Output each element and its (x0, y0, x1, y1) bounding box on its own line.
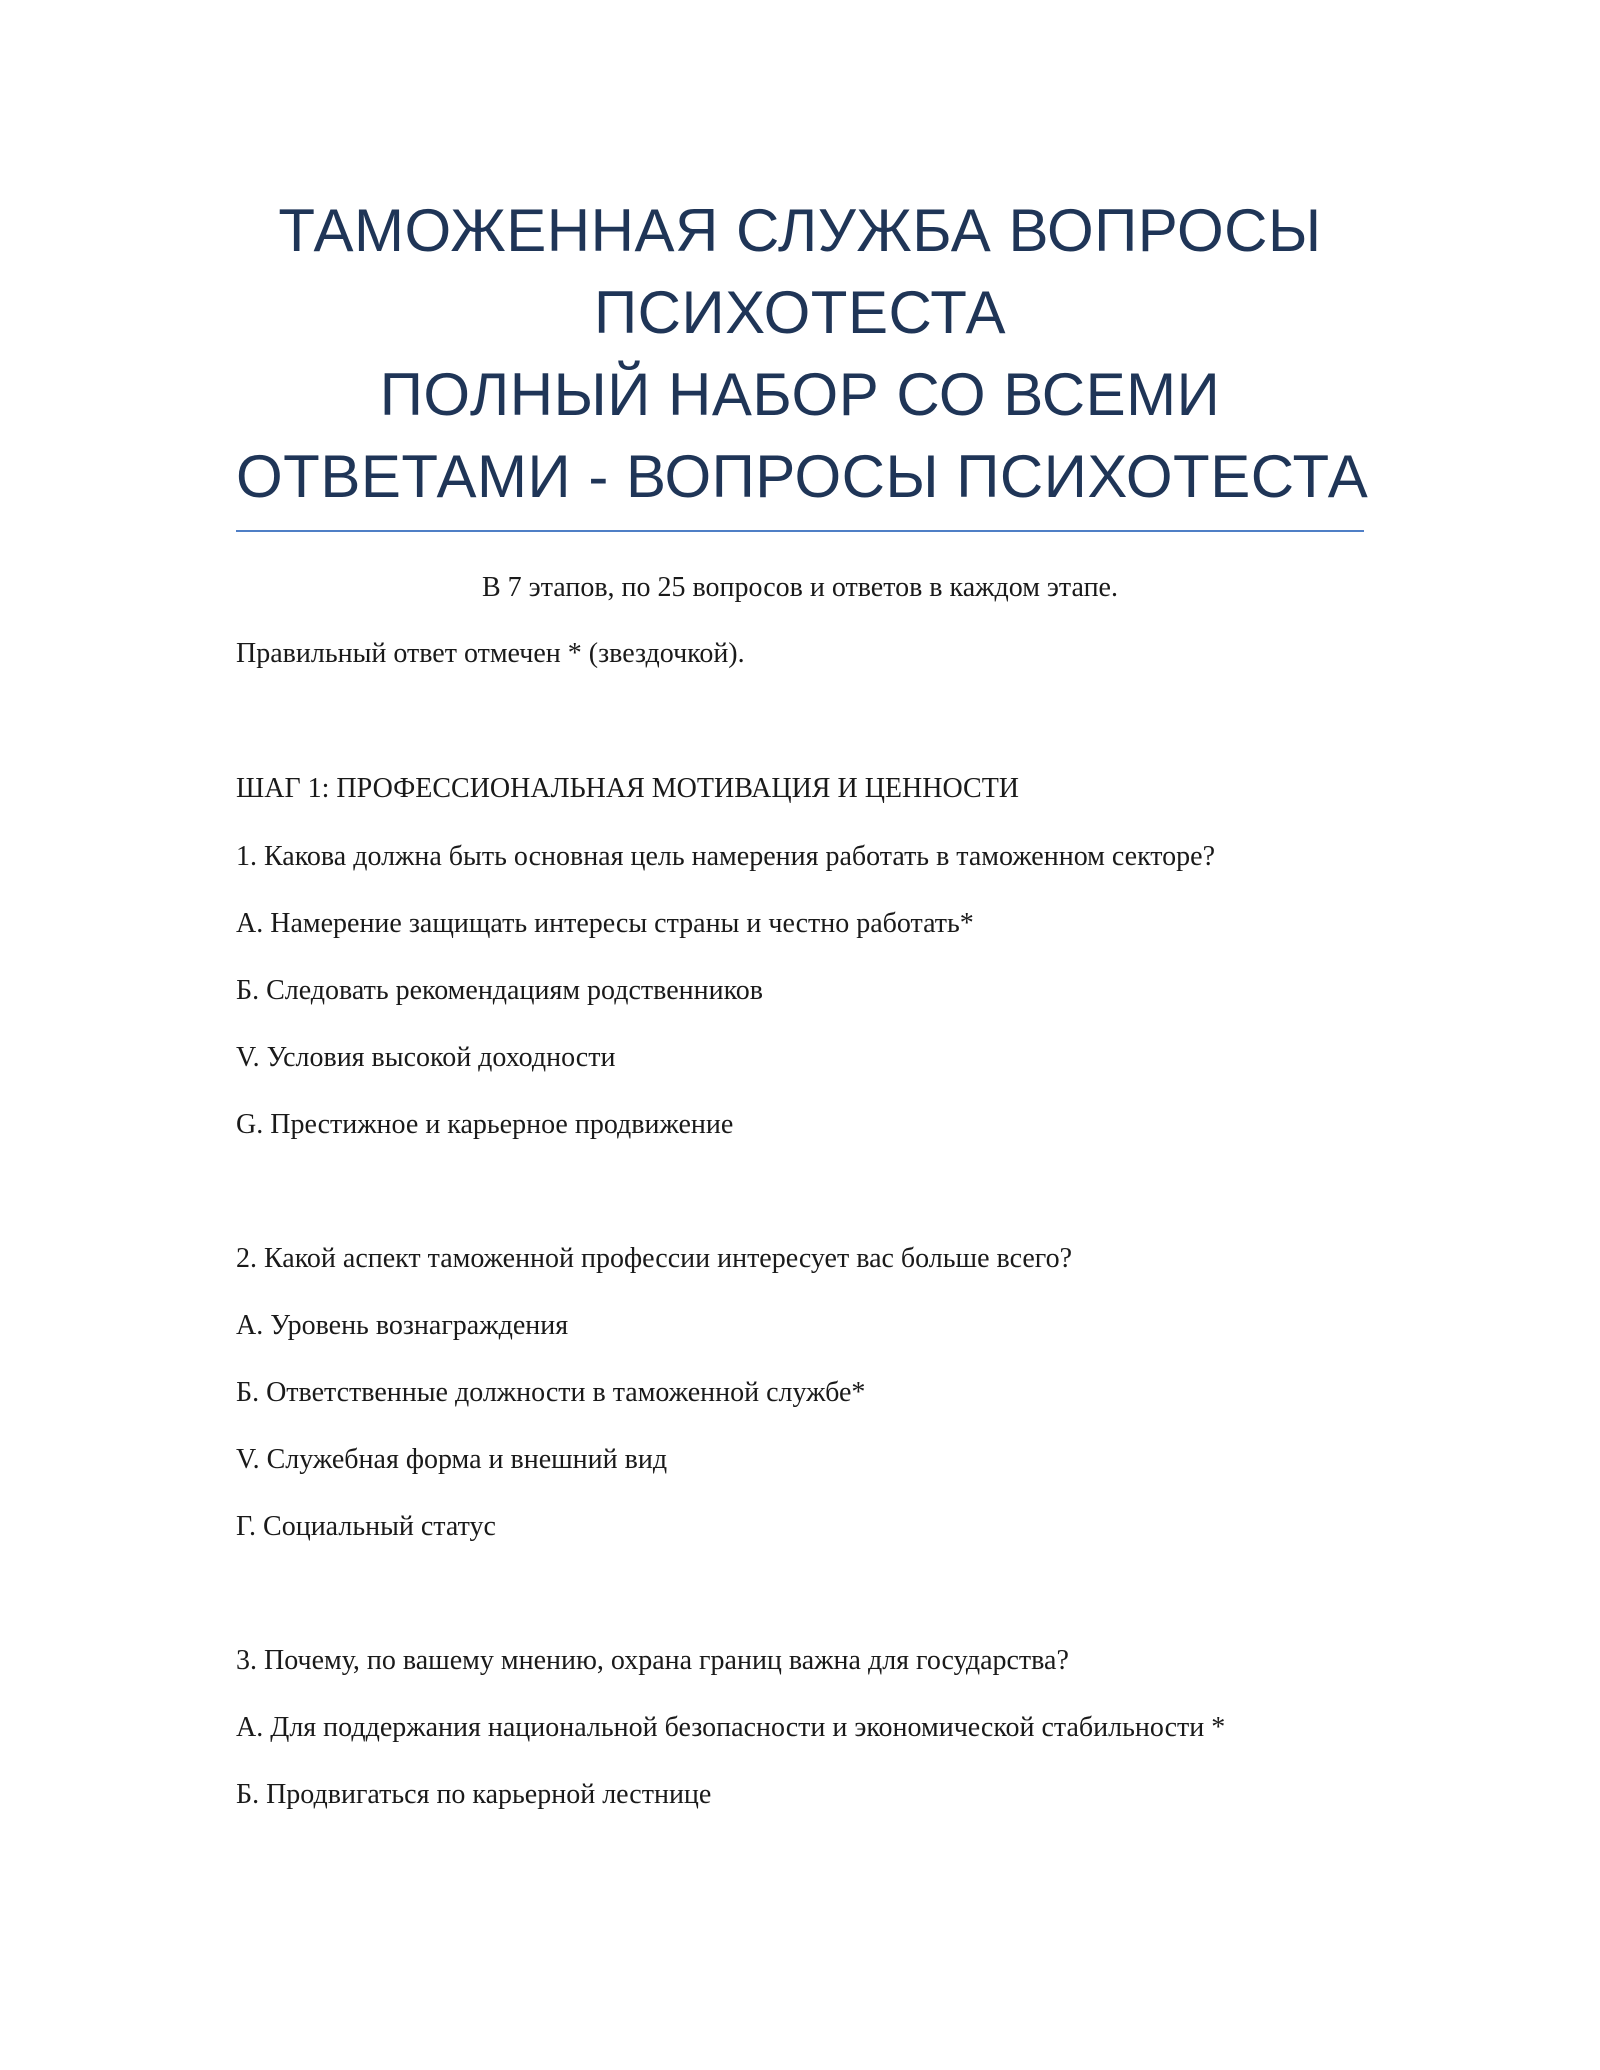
question-3: 3. Почему, по вашему мнению, охрана границ важна для государства? (236, 1645, 1069, 1676)
question-2: 2. Какой аспект таможенной профессии интересует вас больше всего? (236, 1243, 1072, 1274)
question-2-option-g: Г. Социальный статус (236, 1511, 496, 1542)
question-3-option-a: А. Для поддержания национальной безопасности и экономической стабильности * (236, 1712, 1226, 1743)
step-heading: ШАГ 1: ПРОФЕССИОНАЛЬНАЯ МОТИВАЦИЯ И ЦЕННОСТИ (236, 773, 1020, 804)
intro-text: В 7 этапов, по 25 вопросов и ответов в каждом этапе. (482, 572, 1118, 603)
title-line-2: ПСИХОТЕСТА (594, 279, 1006, 346)
title-divider (236, 530, 1364, 532)
question-2-option-v: V. Служебная форма и внешний вид (236, 1444, 668, 1475)
question-1: 1. Какова должна быть основная цель намерения работать в таможенном секторе? (236, 841, 1216, 872)
question-1-option-b: Б. Следовать рекомендациям родственников (236, 975, 763, 1006)
question-2-option-b: Б. Ответственные должности в таможенной службе* (236, 1377, 866, 1408)
title-line-4: ОТВЕТАМИ - ВОПРОСЫ ПСИХОТЕСТА (236, 443, 1369, 510)
question-1-option-v: V. Условия высокой доходности (236, 1042, 616, 1073)
question-2-option-a: А. Уровень вознаграждения (236, 1310, 569, 1341)
title-line-1: ТАМОЖЕННАЯ СЛУЖБА ВОПРОСЫ (278, 197, 1322, 264)
question-3-option-b: Б. Продвигаться по карьерной лестнице (236, 1779, 712, 1810)
title-line-3: ПОЛНЫЙ НАБОР СО ВСЕМИ (379, 361, 1221, 428)
question-1-option-a: А. Намерение защищать интересы страны и честно работать* (236, 908, 974, 939)
question-1-option-g: G. Престижное и карьерное продвижение (236, 1109, 734, 1140)
answer-note: Правильный ответ отмечен * (звездочкой). (236, 638, 745, 669)
document-title (236, 190, 1369, 518)
